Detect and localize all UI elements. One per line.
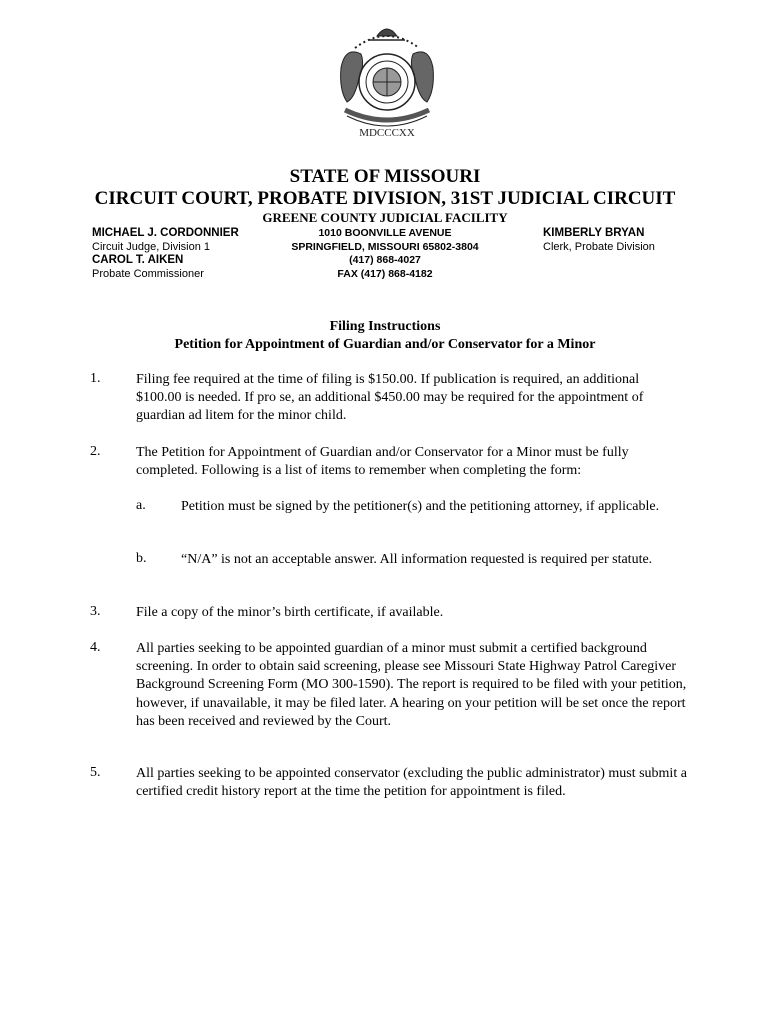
clerk-column xyxy=(543,227,655,254)
street-address: 1010 BOONVILLE AVENUE xyxy=(318,227,452,239)
item-number: 4. xyxy=(90,640,101,655)
item-number: 1. xyxy=(90,371,101,386)
commissioner-title: Probate Commissioner xyxy=(92,267,204,280)
sub-list-item: Petition must be signed by the petitioner(s) and the petitioning attorney, if applicable. xyxy=(181,499,660,514)
list-item: All parties seeking to be appointed guardian of a minor must submit a certified background screening. In order to obtain said screening, please see Missouri State Highway Patrol Caregiver Background Screening Form (MO 300-1590). The report is required to be filed with your petition, however, if unavailable, it may be filed later. A hearing on your petition will be set once the report has been received and reviewed by the Court. xyxy=(136,641,687,729)
state-title: STATE OF MISSOURI xyxy=(289,166,481,187)
judge-name: MICHAEL J. CORDONNIER xyxy=(92,227,239,239)
clerk-title: Clerk, Probate Division xyxy=(543,240,655,253)
court-title: CIRCUIT COURT, PROBATE DIVISION, 31ST JUDICIAL CIRCUIT xyxy=(94,188,676,209)
list-item: All parties seeking to be appointed conservator (excluding the public administrator) must submit a certified credit history report at the time the petition for appointment is filed. xyxy=(136,766,687,800)
seal-inscription: MDCCCXX xyxy=(359,127,415,139)
sub-list-item: “N/A” is not an acceptable answer. All information requested is required per statute. xyxy=(181,552,653,567)
judge-column xyxy=(92,227,239,281)
judge-title: Circuit Judge, Division 1 xyxy=(92,240,210,253)
list-item: File a copy of the minor’s birth certificate, if available. xyxy=(136,605,444,620)
phone-number: (417) 868-4027 xyxy=(349,254,421,266)
item-number: 3. xyxy=(90,604,101,619)
fax-number: FAX (417) 868-4182 xyxy=(337,267,433,280)
facility-title: GREENE COUNTY JUDICIAL FACILITY xyxy=(262,210,508,225)
item-number: 5. xyxy=(90,765,101,780)
petition-title: Petition for Appointment of Guardian and/or Conservator for a Minor xyxy=(174,337,596,352)
clerk-name: KIMBERLY BRYAN xyxy=(543,227,645,239)
filing-instructions-heading: Filing Instructions xyxy=(329,319,441,334)
commissioner-name: CAROL T. AIKEN xyxy=(92,254,184,266)
subitem-letter: b. xyxy=(136,551,147,566)
subitem-letter: a. xyxy=(136,498,146,513)
city-address: SPRINGFIELD, MISSOURI 65802-3804 xyxy=(291,240,479,253)
address-column xyxy=(255,227,515,281)
missouri-state-seal xyxy=(325,18,449,140)
list-item: The Petition for Appointment of Guardian and/or Conservator for a Minor must be fully completed. Following is a list of items to remember when completing the form: xyxy=(136,445,629,479)
list-item: Filing fee required at the time of filing is $150.00. If publication is required, an additional $100.00 is needed. If pro se, an additional $450.00 may be required for the appointment of guardian ad litem for the minor child. xyxy=(136,372,644,424)
item-number: 2. xyxy=(90,444,101,459)
